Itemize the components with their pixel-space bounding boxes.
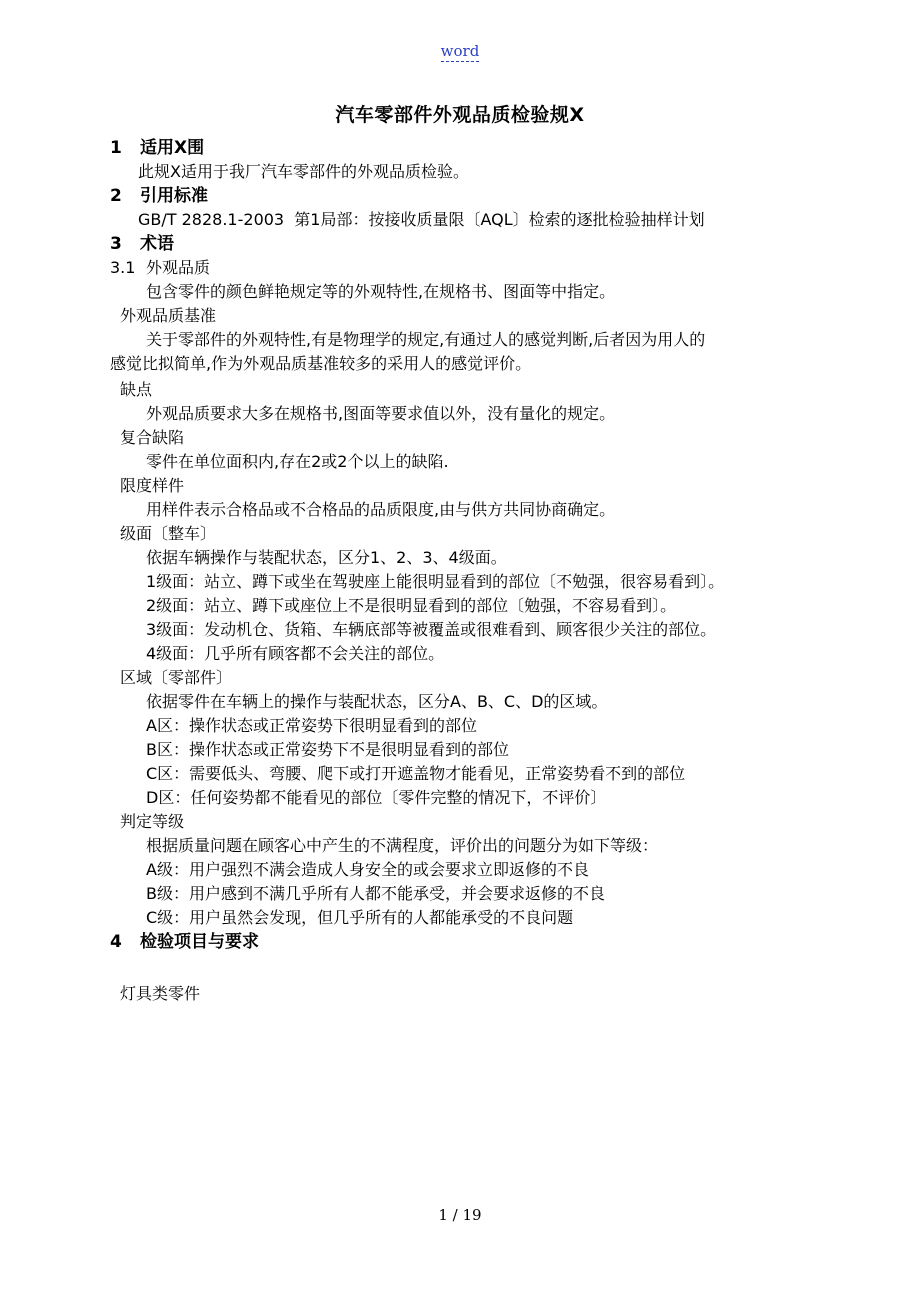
- zone-c: C区：需要低头、弯腰、爬下或打开遮盖物才能看见，正常姿势看不到的部位: [146, 764, 686, 783]
- section-title: 适用X围: [140, 138, 205, 158]
- term-appearance-standard-body-2: 感觉比拟简单,作为外观品质基准较多的采用人的感觉评价。: [110, 354, 532, 373]
- term-compound-defect-body: 零件在单位面积内,存在2或2个以上的缺陷.: [146, 452, 449, 471]
- section-title: 检验项目与要求: [140, 932, 259, 952]
- header-word-link[interactable]: [0, 42, 920, 60]
- term-surface-level-intro: 依据车辆操作与装配状态，区分1、2、3、4级面。: [146, 548, 507, 567]
- term-3-1-heading: [110, 258, 210, 278]
- term-grade-title: 判定等级: [120, 812, 185, 831]
- surface-level-1: 1级面：站立、蹲下或坐在驾驶座上能很明显看到的部位〔不勉强，很容易看到〕。: [146, 572, 725, 591]
- section-title: 术语: [140, 234, 174, 254]
- term-title: 外观品质: [146, 258, 211, 277]
- term-compound-defect-title: 复合缺陷: [120, 428, 185, 447]
- term-zone-title: 区域〔零部件〕: [120, 668, 233, 687]
- zone-b: B区：操作状态或正常姿势下不是很明显看到的部位: [146, 740, 509, 759]
- term-defect-title: 缺点: [120, 380, 153, 399]
- subsection-lamps-title: 灯具类零件: [120, 984, 201, 1003]
- section-number: 4: [110, 932, 122, 952]
- grade-a: A级：用户强烈不满会造成人身安全的或会要求立即返修的不良: [146, 860, 589, 879]
- term-defect-body: 外观品质要求大多在规格书,图面等要求值以外，没有量化的规定。: [146, 404, 616, 423]
- section-2-body: GB/T 2828.1-2003 第1局部：按接收质量限〔AQL〕检索的逐批检验抽样计划: [138, 210, 705, 229]
- term-number: 3.1: [110, 258, 136, 277]
- section-number: 3: [110, 234, 122, 254]
- surface-level-3: 3级面：发动机仓、货箱、车辆底部等被覆盖或很难看到、顾客很少关注的部位。: [146, 620, 717, 639]
- term-zone-intro: 依据零件在车辆上的操作与装配状态，区分A、B、C、D的区域。: [146, 692, 608, 711]
- zone-a: A区：操作状态或正常姿势下很明显看到的部位: [146, 716, 477, 735]
- section-title: 引用标准: [140, 186, 208, 206]
- section-4-heading: [110, 932, 259, 952]
- term-3-1-body: 包含零件的颜色鲜艳规定等的外观特性,在规格书、图面等中指定。: [146, 282, 616, 301]
- surface-level-4: 4级面：几乎所有顾客都不会关注的部位。: [146, 644, 445, 663]
- term-appearance-standard-title: 外观品质基准: [120, 306, 217, 325]
- surface-level-2: 2级面：站立、蹲下或座位上不是很明显看到的部位〔勉强，不容易看到〕。: [146, 596, 677, 615]
- grade-b: B级：用户感到不满几乎所有人都不能承受，并会要求返修的不良: [146, 884, 605, 903]
- section-1-heading: [110, 138, 204, 158]
- term-limit-sample-body: 用样件表示合格品或不合格品的品质限度,由与供方共同协商确定。: [146, 500, 616, 519]
- section-1-body: 此规X适用于我厂汽车零部件的外观品质检验。: [138, 162, 469, 181]
- page-indicator: 1 / 19: [438, 1206, 482, 1224]
- term-surface-level-title: 级面〔整车〕: [120, 524, 217, 543]
- header-word-text[interactable]: word: [440, 42, 480, 60]
- term-appearance-standard-body-1: 关于零部件的外观特性,有是物理学的规定,有通过人的感觉判断,后者因为用人的: [146, 330, 706, 349]
- zone-d: D区：任何姿势都不能看见的部位〔零件完整的情况下，不评价〕: [146, 788, 607, 807]
- section-number: 1: [110, 138, 122, 158]
- section-3-heading: [110, 234, 174, 254]
- section-number: 2: [110, 186, 122, 206]
- term-grade-intro: 根据质量问题在顾客心中产生的不满程度，评价出的问题分为如下等级：: [146, 836, 659, 855]
- term-limit-sample-title: 限度样件: [120, 476, 185, 495]
- section-2-heading: [110, 186, 208, 206]
- document-title: 汽车零部件外观品质检验规X: [335, 104, 585, 126]
- grade-c: C级：用户虽然会发现，但几乎所有的人都能承受的不良问题: [146, 908, 574, 927]
